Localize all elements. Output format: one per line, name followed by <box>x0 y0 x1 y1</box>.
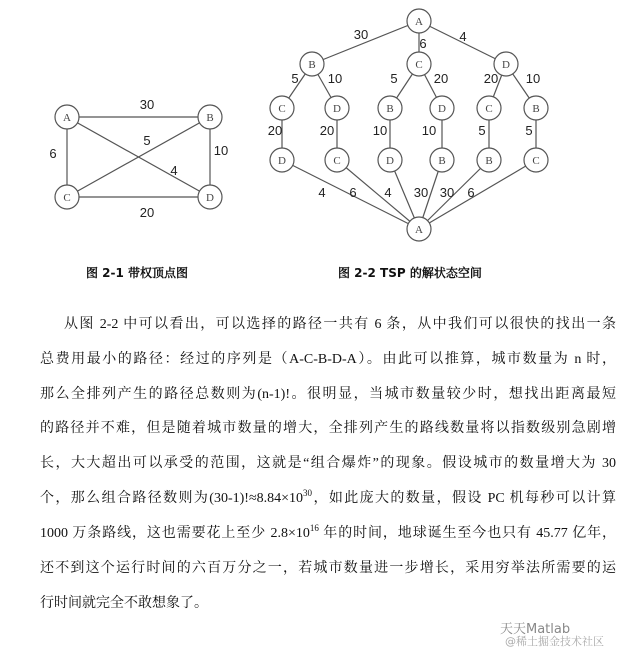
text-line <box>40 522 616 542</box>
fig2-node-label: C <box>333 155 341 167</box>
text-line: 的路径并不难，但是随着城市数量的增大，全排列产生的路线数量将以指数级别急剧增 <box>40 421 616 436</box>
fig1-edge-weight: 5 <box>143 133 151 148</box>
exponent: 16 <box>309 523 319 533</box>
fig2-edge-weight: 4 <box>318 185 326 200</box>
fig2-node-label: C <box>485 103 493 115</box>
fig2-edge-weight: 30 <box>353 27 369 42</box>
fig1-edge-weight: 20 <box>139 205 155 220</box>
figure1-caption: 图 2-1 带权顶点图 <box>86 266 189 280</box>
text: ，如此庞大的数量，假设 PC 机每秒可以计算 <box>312 491 617 506</box>
exponent: 30 <box>303 488 313 498</box>
text-line: 总费用最小的路径：经过的序列是（A-C-B-D-A）。由此可以推算，城市数量为 n 时， <box>40 352 616 367</box>
fig1-node-label: B <box>206 112 214 124</box>
text: 1000 万条路线，这也需要花上至少 2.8×10 <box>40 526 310 541</box>
fig2-edge-weight: 6 <box>349 185 357 200</box>
fig2-edge-weight: 20 <box>267 123 283 138</box>
fig2-node-label: B <box>485 155 493 167</box>
fig2-edge-weight: 5 <box>390 71 398 86</box>
text: 年的时间，地球诞生至今也只有 45.77 亿年， <box>318 526 617 541</box>
text-line: 从图 2-2 中可以看出，可以选择的路径一共有 6 条，从中我们可以很快的找出一条 <box>64 317 616 332</box>
watermark-source: @稀土掘金技术社区 <box>505 635 604 648</box>
fig1-edge-weight: 6 <box>49 146 57 161</box>
fig1-node-label: D <box>206 192 214 204</box>
text-line: 那么全排列产生的路径总数则为(n-1)!。很明显，当城市数量较少时，想找出距离最短 <box>40 387 616 402</box>
fig2-edge-weight: 4 <box>384 185 392 200</box>
fig2-edge-weight: 5 <box>291 71 299 86</box>
fig2-node-label: D <box>386 155 394 167</box>
text-line: 还不到这个运行时间的六百万分之一，若城市数量进一步增长，采用穷举法所需要的运 <box>40 561 616 576</box>
fig2-edge-weight: 20 <box>483 71 499 86</box>
figures <box>0 0 628 260</box>
fig1-edge-weight: 30 <box>139 97 155 112</box>
fig2-edge-weight: 6 <box>419 36 427 51</box>
fig1-node-label: C <box>63 192 71 204</box>
text-line: 行时间就完全不敢想象了。 <box>40 596 208 611</box>
fig1-node-label: A <box>63 112 71 124</box>
fig2-node-label: C <box>415 59 423 71</box>
watermark-title: 天天Matlab <box>500 622 571 637</box>
fig1-edge-weight: 10 <box>213 143 229 158</box>
text-line <box>40 487 616 507</box>
fig2-edge-weight: 30 <box>439 185 455 200</box>
fig2-edge-weight: 30 <box>413 185 429 200</box>
text-line: 长，大大超出可以承受的范围，这就是“组合爆炸”的现象。假设城市的数量增大为 30 <box>40 456 616 471</box>
fig2-edge-weight: 10 <box>372 123 388 138</box>
fig2-node-label: B <box>532 103 540 115</box>
fig2-node-label: D <box>502 59 510 71</box>
fig2-edge-weight: 10 <box>421 123 437 138</box>
fig1-edge-weight: 4 <box>170 163 178 178</box>
fig2-node-label: B <box>308 59 316 71</box>
fig2-edge-weight: 20 <box>433 71 449 86</box>
fig2-node-label: D <box>333 103 341 115</box>
fig2-edge-weight: 6 <box>467 185 475 200</box>
fig2-node-label: C <box>278 103 286 115</box>
fig2-edge-weight: 4 <box>459 29 467 44</box>
text: 个，那么组合路径数则为(30-1)!≈8.84×10 <box>40 491 304 506</box>
fig2-node-label: B <box>438 155 446 167</box>
figure2-caption: 图 2-2 TSP 的解状态空间 <box>338 266 482 280</box>
fig2-edge-weight: 5 <box>525 123 533 138</box>
fig2-leaf-node-label: A <box>415 224 423 236</box>
fig2-edge-weight: 10 <box>525 71 541 86</box>
fig2-node-label: C <box>532 155 540 167</box>
fig2-edge-weight: 20 <box>319 123 335 138</box>
fig2-node-label: B <box>386 103 394 115</box>
fig2-edge-weight: 10 <box>327 71 343 86</box>
fig2-node-label: D <box>438 103 446 115</box>
fig2-node-label: D <box>278 155 286 167</box>
fig2-root-node-label: A <box>415 16 423 28</box>
fig2-edge-weight: 5 <box>478 123 486 138</box>
